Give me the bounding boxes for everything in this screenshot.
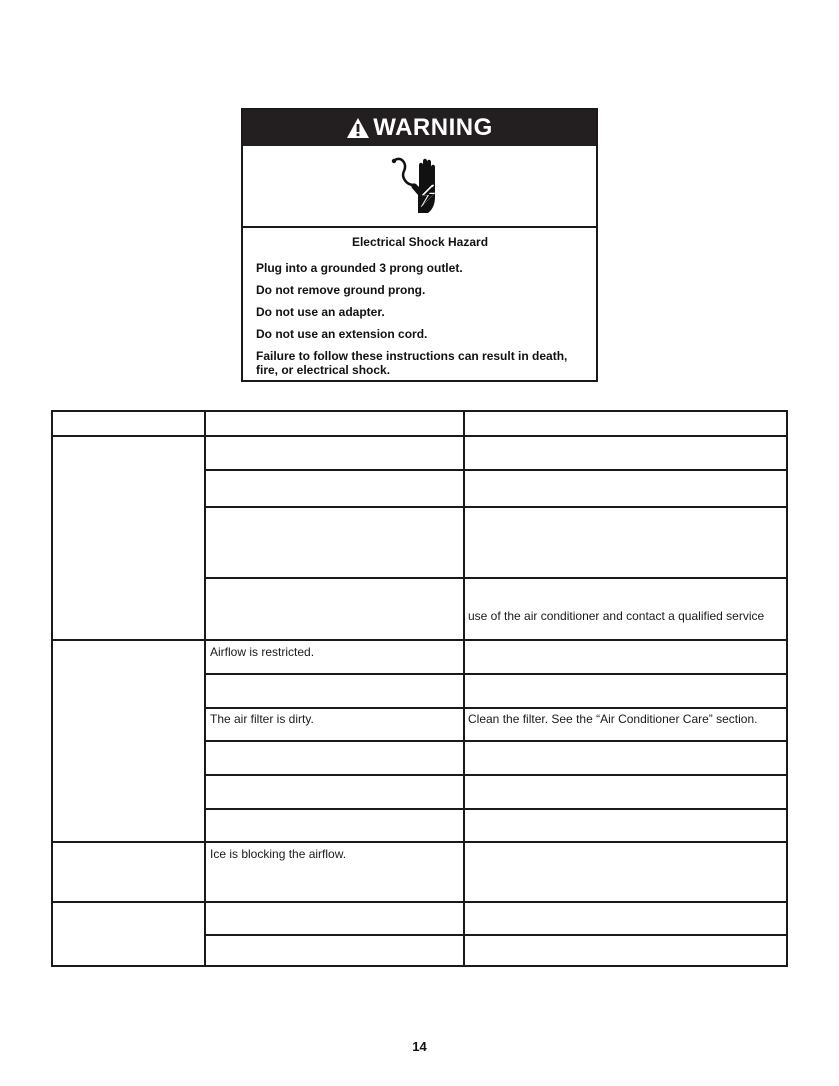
table-cell-solution: Clean the filter. See the “Air Conditioner Care” section. — [468, 712, 758, 726]
row-divider — [204, 934, 786, 936]
row-divider — [204, 707, 786, 709]
warning-label: WARNING — [373, 114, 493, 141]
column-divider — [463, 412, 465, 965]
table-cell-cause: Ice is blocking the airflow. — [210, 847, 347, 861]
hazard-title: Electrical Shock Hazard — [351, 235, 489, 249]
row-divider — [53, 435, 786, 437]
warning-line: fire, or electrical shock. — [256, 363, 391, 377]
warning-line: Do not use an adapter. — [256, 305, 385, 319]
warning-line: Failure to follow these instructions can result in death, — [256, 349, 568, 363]
warning-line: Do not remove ground prong. — [256, 283, 426, 297]
warning-line: Do not use an extension cord. — [256, 327, 428, 341]
row-divider — [204, 469, 786, 471]
row-divider — [204, 774, 786, 776]
troubleshooting-table — [51, 410, 788, 967]
electric-shock-hand-icon — [388, 155, 452, 217]
row-divider — [204, 808, 786, 810]
warning-body — [243, 228, 596, 377]
icon-area — [243, 146, 596, 228]
row-divider — [53, 901, 786, 903]
warning-line: Plug into a grounded 3 prong outlet. — [256, 261, 463, 275]
row-divider — [204, 506, 786, 508]
row-divider — [204, 577, 786, 579]
row-divider — [204, 740, 786, 742]
row-divider — [204, 673, 786, 675]
warning-triangle-icon — [346, 117, 370, 139]
table-cell-cause: The air filter is dirty. — [210, 712, 314, 726]
page-number: 14 — [412, 1039, 427, 1054]
table-cell-solution: use of the air conditioner and contact a qualified service — [468, 609, 765, 623]
warning-box — [241, 108, 598, 382]
row-divider — [53, 841, 786, 843]
column-divider — [204, 412, 206, 965]
table-cell-cause: Airflow is restricted. — [210, 645, 315, 659]
row-divider — [53, 639, 786, 641]
warning-header — [243, 110, 596, 146]
